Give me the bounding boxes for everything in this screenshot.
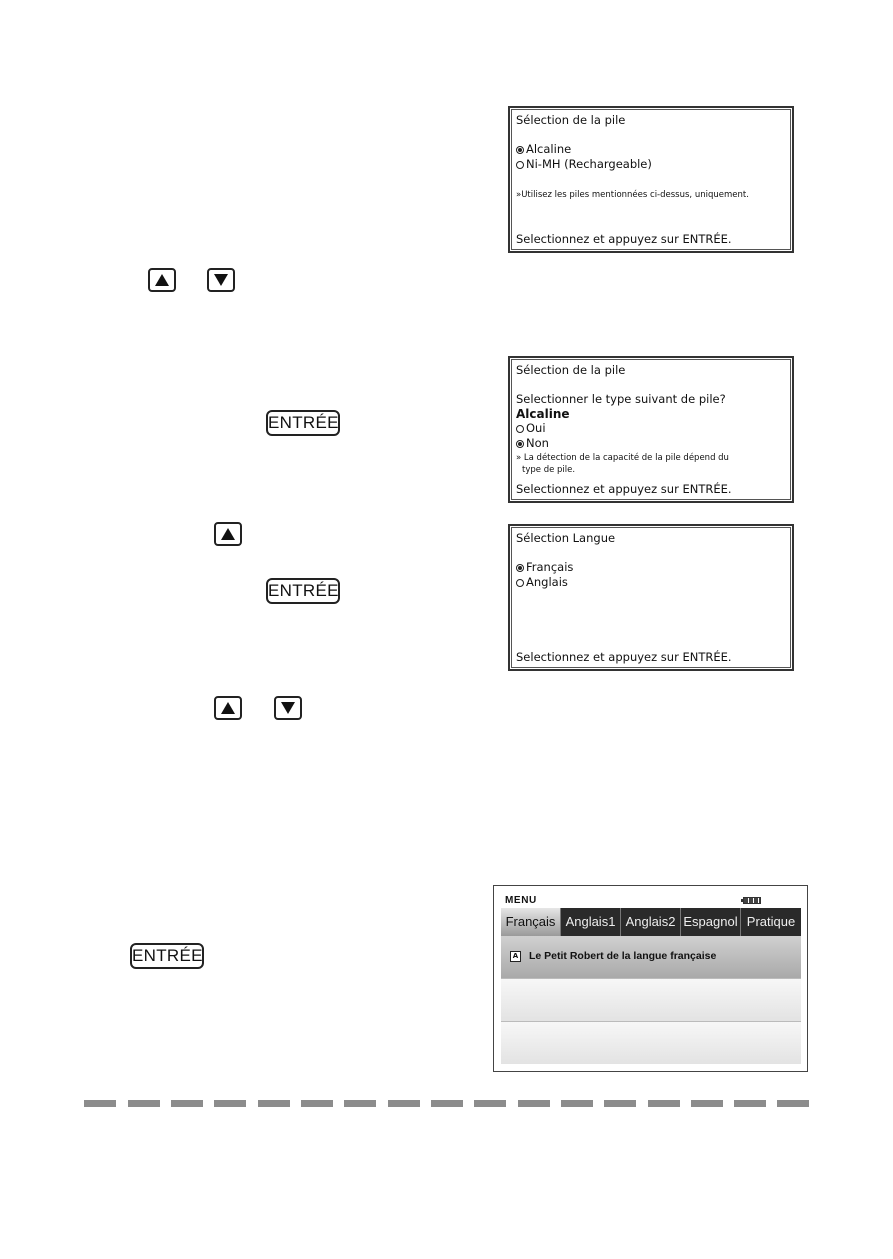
entree-key: ENTRÉE xyxy=(130,943,204,969)
option-non[interactable]: Non xyxy=(516,436,549,451)
separator-dash xyxy=(84,1100,116,1107)
down-arrow-icon xyxy=(213,273,229,287)
radio-empty-icon xyxy=(516,579,524,587)
separator-dash xyxy=(344,1100,376,1107)
down-arrow-icon xyxy=(280,701,296,715)
screen-note-line1: » La détection de la capacité de la pile dépend du xyxy=(516,453,729,463)
screen-footer: Selectionnez et appuyez sur ENTRÉE. xyxy=(516,232,732,246)
tab-espagnol[interactable]: Espagnol xyxy=(681,908,741,936)
tab-anglais2[interactable]: Anglais2 xyxy=(621,908,681,936)
up-arrow-icon xyxy=(220,527,236,541)
separator-dash xyxy=(301,1100,333,1107)
dictionary-item[interactable] xyxy=(501,936,801,979)
up-key xyxy=(214,522,242,546)
up-key xyxy=(148,268,176,292)
option-oui[interactable]: Oui xyxy=(516,421,546,436)
menu-header xyxy=(501,893,801,908)
battery-icon xyxy=(743,897,761,904)
screen-title: Sélection de la pile xyxy=(516,363,626,377)
separator-dash xyxy=(214,1100,246,1107)
separator-dash xyxy=(431,1100,463,1107)
radio-empty-icon xyxy=(516,425,524,433)
separator-dash xyxy=(561,1100,593,1107)
tab-anglais1[interactable]: Anglais1 xyxy=(561,908,621,936)
up-key xyxy=(214,696,242,720)
up-arrow-icon xyxy=(154,273,170,287)
dictionary-label: Le Petit Robert de la langue française xyxy=(529,950,717,962)
down-key xyxy=(274,696,302,720)
language-selection-screen xyxy=(508,524,794,671)
separator-dash xyxy=(518,1100,550,1107)
option-anglais[interactable]: Anglais xyxy=(516,575,568,590)
radio-selected-icon xyxy=(516,146,524,154)
screen-question: Selectionner le type suivant de pile? xyxy=(516,392,726,406)
option-alcaline[interactable]: Alcaline xyxy=(516,142,571,157)
separator-dash xyxy=(258,1100,290,1107)
screen-title: Sélection de la pile xyxy=(516,113,626,127)
screen-note: »Utilisez les piles mentionnées ci-dessus, uniquement. xyxy=(516,190,749,200)
screen-footer: Selectionnez et appuyez sur ENTRÉE. xyxy=(516,650,732,664)
up-arrow-icon xyxy=(220,701,236,715)
screen-note-line2: type de pile. xyxy=(522,465,576,475)
menu-display xyxy=(501,893,801,1064)
entree-key: ENTRÉE xyxy=(266,410,340,436)
battery-selection-screen xyxy=(508,106,794,253)
down-key xyxy=(207,268,235,292)
separator-dash xyxy=(777,1100,809,1107)
separator-dash xyxy=(474,1100,506,1107)
tab-pratique[interactable]: Pratique xyxy=(746,914,796,929)
screen-footer: Selectionnez et appuyez sur ENTRÉE. xyxy=(516,482,732,496)
entree-key: ENTRÉE xyxy=(266,578,340,604)
separator-dash xyxy=(691,1100,723,1107)
separator-dash xyxy=(388,1100,420,1107)
radio-empty-icon xyxy=(516,161,524,169)
radio-selected-icon xyxy=(516,564,524,572)
battery-type: Alcaline xyxy=(516,407,570,421)
main-menu-screen xyxy=(493,885,808,1072)
separator-dash xyxy=(604,1100,636,1107)
radio-selected-icon xyxy=(516,440,524,448)
separator-dash xyxy=(128,1100,160,1107)
menu-label: MENU xyxy=(505,895,537,906)
separator-dash xyxy=(648,1100,680,1107)
battery-confirm-screen xyxy=(508,356,794,503)
empty-menu-row xyxy=(501,979,801,1022)
menu-tabs xyxy=(501,908,801,936)
empty-menu-row xyxy=(501,1022,801,1064)
separator-dash xyxy=(171,1100,203,1107)
screen-title: Sélection Langue xyxy=(516,531,616,545)
separator-dash xyxy=(734,1100,766,1107)
option-nimh[interactable]: Ni-MH (Rechargeable) xyxy=(516,157,652,172)
option-francais[interactable]: Français xyxy=(516,560,573,575)
tab-francais[interactable]: Français xyxy=(501,908,561,936)
dictionary-icon: A xyxy=(510,951,521,962)
